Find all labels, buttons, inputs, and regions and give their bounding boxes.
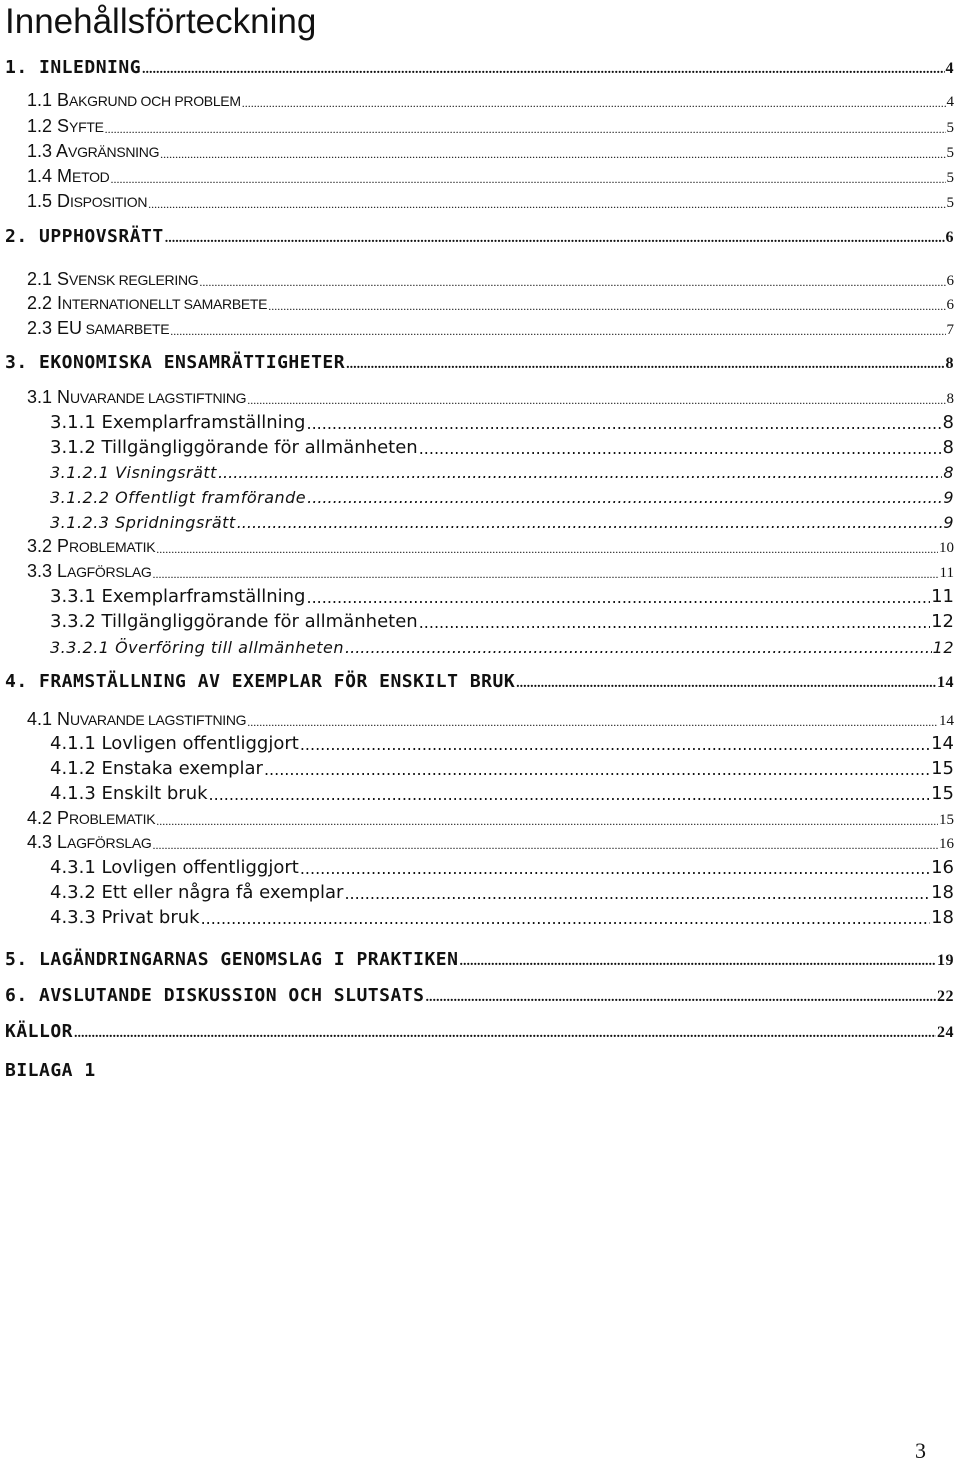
dot-leader xyxy=(346,355,944,373)
toc-entry-title xyxy=(27,536,155,557)
toc-entry[interactable] xyxy=(5,223,954,247)
toc-entry[interactable] xyxy=(50,633,954,657)
toc-entry[interactable] xyxy=(50,409,954,433)
toc-entry[interactable] xyxy=(50,780,954,804)
toc-entry[interactable] xyxy=(5,1018,954,1042)
toc-entry[interactable] xyxy=(50,608,954,632)
toc-entry-title: 3.1.1 Exemplarframställning xyxy=(50,412,306,433)
toc-entry-title: 4. FRAMSTÄLLNING AV EXEMPLAR FÖR ENSKILT BRUK xyxy=(5,671,516,692)
toc-entry-title: 3.1.2 Tillgängliggörande för allmänheten xyxy=(50,437,418,458)
toc-entry[interactable] xyxy=(50,854,954,878)
toc-entry-initial: D xyxy=(57,191,71,211)
dot-leader xyxy=(160,144,945,162)
toc-entry-initial: N xyxy=(57,387,71,407)
toc-entry-number: 2.1 xyxy=(27,269,58,289)
toc-entry-title: KÄLLOR xyxy=(5,1021,74,1042)
toc-entry-number: 4.3 xyxy=(27,832,58,852)
toc-entry-initial: B xyxy=(57,90,70,110)
toc-entry-page: 8 xyxy=(942,437,954,458)
toc-entry-number: 2.2 xyxy=(27,293,58,313)
toc-entry-number: 3.1 xyxy=(27,387,58,407)
toc-entry[interactable] xyxy=(50,508,954,532)
toc-entry-rest: AGFÖRSLAG xyxy=(67,835,152,851)
dot-leader xyxy=(345,641,932,657)
toc-entry[interactable] xyxy=(50,434,954,458)
toc-entry[interactable] xyxy=(5,668,954,692)
dot-leader xyxy=(165,229,945,247)
page-number: 3 xyxy=(915,1438,926,1463)
dot-leader xyxy=(156,539,938,557)
toc-entry-page: 14 xyxy=(937,674,954,691)
toc-entry-rest: AKGRUND OCH PROBLEM xyxy=(69,93,241,109)
toc-entry-page: 14 xyxy=(931,733,954,754)
toc-entry-rest: ETOD xyxy=(72,169,110,185)
toc-entry-page: 4 xyxy=(946,94,954,110)
toc-entry[interactable] xyxy=(5,349,954,373)
toc-entry-title xyxy=(27,269,198,290)
toc-entry-title: 3.1.2.2 Offentligt framförande xyxy=(50,488,307,507)
toc-entry-title: 4.3.2 Ett eller några få exemplar xyxy=(50,882,344,903)
toc-entry[interactable] xyxy=(50,904,954,928)
toc-entry-page: 7 xyxy=(946,322,954,338)
toc-entry-page: 5 xyxy=(946,120,954,136)
dot-leader xyxy=(156,811,938,829)
toc-entry-page: 9 xyxy=(943,513,954,532)
dot-leader xyxy=(300,860,930,878)
toc-entry-rest: UVARANDE LAGSTIFTNING xyxy=(70,390,247,406)
dot-leader xyxy=(459,952,936,970)
dot-leader xyxy=(419,440,942,458)
dot-leader xyxy=(105,119,946,137)
toc-entry-page: 8 xyxy=(945,355,954,372)
toc-entry-page: 5 xyxy=(946,145,954,161)
toc-entry-title: 6. AVSLUTANDE DISKUSSION OCH SLUTSATS xyxy=(5,985,425,1006)
toc-entry-rest: UVARANDE LAGSTIFTNING xyxy=(70,712,247,728)
dot-leader xyxy=(170,321,945,339)
dot-leader xyxy=(247,390,945,408)
toc-entry-page: 5 xyxy=(946,195,954,211)
dot-leader xyxy=(218,466,942,482)
toc-entry-initial: M xyxy=(57,166,73,186)
toc-entry-page: 12 xyxy=(932,638,954,657)
toc-entry-page: 5 xyxy=(946,170,954,186)
toc-entry-title: 4.1.2 Enstaka exemplar xyxy=(50,758,263,779)
toc-entry-number: 1.1 xyxy=(27,90,58,110)
dot-leader xyxy=(306,415,941,433)
dot-leader xyxy=(516,674,936,692)
toc-entry-page: 9 xyxy=(943,488,954,507)
toc-entry-rest: ISPOSITION xyxy=(70,194,148,210)
toc-entry-page: 8 xyxy=(942,412,954,433)
toc-entry-page: 16 xyxy=(931,857,954,878)
dot-leader xyxy=(307,491,942,507)
toc-entry[interactable] xyxy=(50,755,954,779)
toc-entry-number: 4.2 xyxy=(27,808,58,828)
toc-entry-initial: I xyxy=(57,293,63,313)
toc-entry-title xyxy=(27,318,169,339)
toc-entry-title xyxy=(27,561,151,582)
toc-entry-initial: S xyxy=(57,269,70,289)
toc-entry-initial: N xyxy=(57,709,71,729)
toc-entry-title: 4.3.3 Privat bruk xyxy=(50,907,200,928)
toc-entry[interactable] xyxy=(27,384,954,408)
dot-leader xyxy=(237,516,943,532)
toc-entry-page: 15 xyxy=(931,783,954,804)
toc-entry-initial: P xyxy=(57,808,70,828)
dot-leader xyxy=(209,786,931,804)
dot-leader xyxy=(344,885,930,903)
toc-entry[interactable] xyxy=(27,829,954,853)
toc-entry[interactable] xyxy=(27,87,954,111)
toc-entry[interactable] xyxy=(27,138,954,162)
toc-entry-initial: L xyxy=(57,832,68,852)
toc-entry-page: 4 xyxy=(945,60,954,77)
toc-entry-page: 24 xyxy=(937,1024,954,1041)
toc-entry[interactable] xyxy=(5,982,954,1006)
toc-entry-page: 22 xyxy=(937,988,954,1005)
toc-entry[interactable] xyxy=(27,113,954,137)
toc-entry-rest: ROBLEMATIK xyxy=(69,539,156,555)
dot-leader xyxy=(110,169,945,187)
toc-entry[interactable] xyxy=(50,730,954,754)
toc-entry-title: 3.3.2 Tillgängliggörande för allmänheten xyxy=(50,611,418,632)
toc-entry-title: 5. LAGÄNDRINGARNAS GENOMSLAG I PRAKTIKEN xyxy=(5,949,459,970)
page-title: Innehållsförteckning xyxy=(5,2,317,41)
toc-entry-page: 16 xyxy=(939,836,954,852)
toc-entry-title xyxy=(27,90,241,111)
toc-entry[interactable] xyxy=(50,458,954,482)
toc-entry-title xyxy=(27,709,246,730)
toc-entry-rest: SAMARBETE xyxy=(82,321,170,337)
dot-leader xyxy=(142,60,944,78)
dot-leader xyxy=(264,761,930,779)
toc-entry[interactable] xyxy=(27,558,954,582)
toc-entry-page: 11 xyxy=(939,565,954,581)
toc-entry[interactable] xyxy=(50,879,954,903)
toc-entry-title xyxy=(27,141,159,162)
dot-leader xyxy=(152,564,938,582)
toc-entry[interactable] xyxy=(5,54,954,78)
toc-entry-title: BILAGA 1 xyxy=(5,1060,96,1081)
toc-entry-number: 1.5 xyxy=(27,191,58,211)
toc-entry-title xyxy=(27,191,147,212)
toc-entry-page: 10 xyxy=(939,540,954,556)
dot-leader xyxy=(74,1024,936,1042)
toc-entry-title xyxy=(27,832,151,853)
toc-entry-number: 3.3 xyxy=(27,561,58,581)
toc-entry-rest: ROBLEMATIK xyxy=(69,811,156,827)
dot-leader xyxy=(148,194,945,212)
toc-entry[interactable] xyxy=(27,805,954,829)
dot-leader xyxy=(268,296,945,314)
toc-entry-title xyxy=(27,116,104,137)
toc-entry[interactable] xyxy=(5,1057,954,1081)
toc-entry-title xyxy=(27,387,246,408)
toc-entry-page: 19 xyxy=(937,952,954,969)
toc-entry-initial: A xyxy=(56,141,69,161)
dot-leader xyxy=(247,712,938,730)
toc-entry-page: 18 xyxy=(931,882,954,903)
toc-entry-number: 1.3 xyxy=(27,141,57,161)
toc-entry[interactable] xyxy=(50,583,954,607)
toc-entry-number: 1.2 xyxy=(27,116,58,136)
toc-entry-page: 11 xyxy=(931,586,954,607)
toc-entry-title xyxy=(27,293,267,314)
toc-entry-page: 15 xyxy=(939,812,954,828)
toc-entry-page: 6 xyxy=(945,229,954,246)
toc-entry-title xyxy=(27,166,109,187)
toc-entry-title: 3. EKONOMISKA ENSAMRÄTTIGHETER xyxy=(5,352,346,373)
dot-leader xyxy=(199,272,945,290)
dot-leader xyxy=(242,93,946,111)
dot-leader xyxy=(419,614,930,632)
toc-entry[interactable] xyxy=(27,315,954,339)
toc-entry-title: 4.1.3 Enskilt bruk xyxy=(50,783,208,804)
toc-entry-page: 6 xyxy=(946,297,954,313)
toc-entry-page: 8 xyxy=(946,391,954,407)
toc-entry-initial: L xyxy=(57,561,68,581)
toc-entry[interactable] xyxy=(27,163,954,187)
toc-entry-rest: AGFÖRSLAG xyxy=(67,564,152,580)
toc-entry-number: 2.3 xyxy=(27,318,58,338)
toc-entry-title: 3.3.1 Exemplarframställning xyxy=(50,586,306,607)
toc-entry-title: 4.3.1 Lovligen offentliggjort xyxy=(50,857,299,878)
toc-entry[interactable] xyxy=(27,706,954,730)
toc-entry-rest: YFTE xyxy=(69,119,104,135)
toc-entry-title: 4.1.1 Lovligen offentliggjort xyxy=(50,733,299,754)
toc-entry-title: 2. UPPHOVSRÄTT xyxy=(5,226,164,247)
toc-entry-page: 12 xyxy=(931,611,954,632)
toc-entry[interactable] xyxy=(27,533,954,557)
dot-leader xyxy=(425,988,936,1006)
toc-entry[interactable] xyxy=(27,290,954,314)
toc-entry[interactable] xyxy=(27,188,954,212)
dot-leader xyxy=(201,910,931,928)
toc-entry[interactable] xyxy=(5,946,954,970)
toc-entry-title: 3.1.2.3 Spridningsrätt xyxy=(50,513,236,532)
toc-entry[interactable] xyxy=(50,483,954,507)
toc-entry[interactable] xyxy=(27,266,954,290)
toc-entry-initial: EU xyxy=(57,318,83,338)
dot-leader xyxy=(152,835,938,853)
toc-entry-number: 1.4 xyxy=(27,166,58,186)
dot-leader xyxy=(306,589,930,607)
toc-entry-page: 8 xyxy=(943,463,954,482)
toc-entry-title: 3.3.2.1 Överföring till allmänheten xyxy=(50,638,345,657)
toc-entry-title xyxy=(27,808,155,829)
toc-entry-title: 1. INLEDNING xyxy=(5,57,142,78)
toc-entry-initial: S xyxy=(57,116,70,136)
toc-entry-number: 3.2 xyxy=(27,536,58,556)
toc-entry-page: 15 xyxy=(931,758,954,779)
toc-entry-title: 3.1.2.1 Visningsrätt xyxy=(50,463,217,482)
dot-leader xyxy=(300,736,930,754)
toc-entry-number: 4.1 xyxy=(27,709,58,729)
toc-entry-page: 18 xyxy=(931,907,954,928)
toc-entry-page: 6 xyxy=(946,273,954,289)
toc-entry-rest: NTERNATIONELLT SAMARBETE xyxy=(62,296,268,312)
toc-entry-initial: P xyxy=(57,536,70,556)
toc-entry-page: 14 xyxy=(939,713,954,729)
toc-entry-rest: VENSK REGLERING xyxy=(69,272,199,288)
toc-entry-rest: VGRÄNSNING xyxy=(68,144,160,160)
